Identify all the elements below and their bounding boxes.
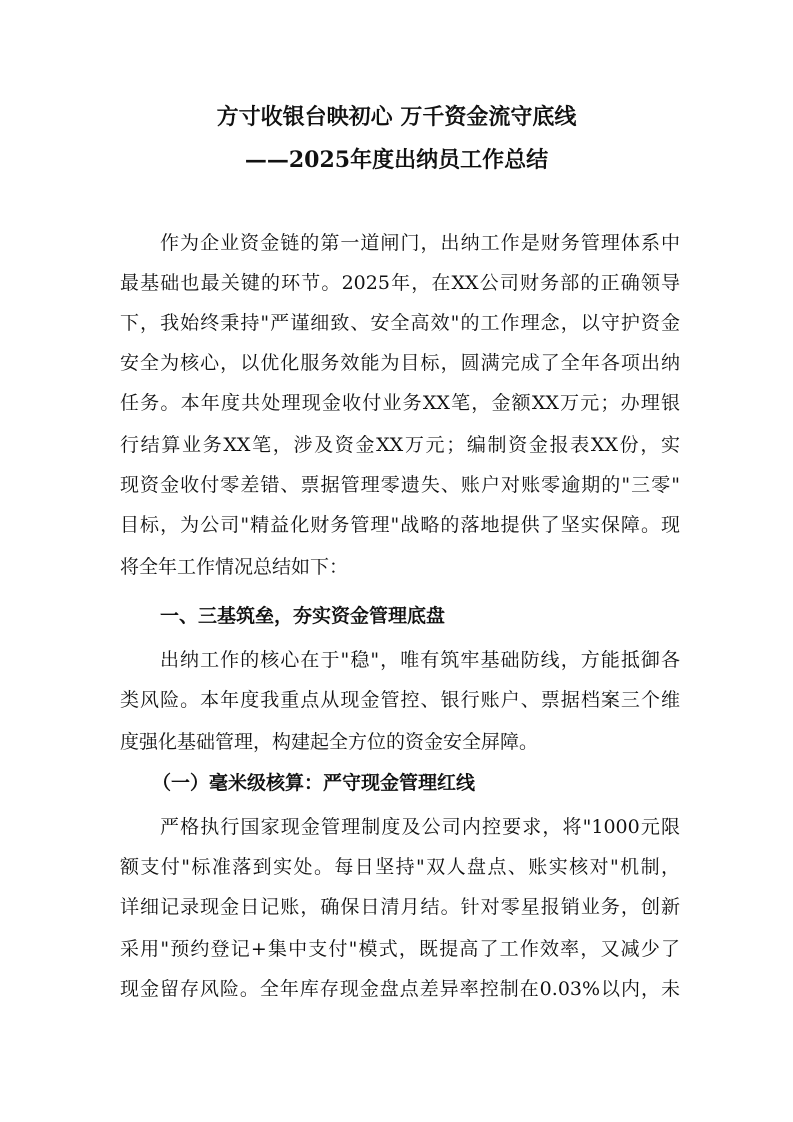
- subsection-line: 严格执行国家现金管理制度及公司内控要求，将"1000元限: [160, 816, 680, 838]
- document-title: 方寸收银台映初心 万千资金流守底线: [216, 104, 577, 130]
- intro-line: 任务。本年度共处理现金收付业务XX笔，金额XX万元；办理银: [120, 392, 680, 414]
- subsection-line: 额支付"标准落到实处。每日坚持"双人盘点、账实核对"机制，: [120, 856, 680, 878]
- subsection-line: 现金留存风险。全年库存现金盘点差异率控制在0.03%以内，未: [120, 978, 680, 1000]
- intro-line: 目标，为公司"精益化财务管理"战略的落地提供了坚实保障。现: [120, 514, 680, 536]
- intro-line: 作为企业资金链的第一道闸门，出纳工作是财务管理体系中: [160, 232, 680, 254]
- intro-line: 安全为核心，以优化服务效能为目标，圆满完成了全年各项出纳: [120, 352, 680, 374]
- subsection-heading: （一）毫米级核算：严守现金管理红线: [152, 772, 476, 794]
- intro-line: 最基础也最关键的环节。2025年，在XX公司财务部的正确领导: [120, 272, 680, 294]
- subsection-line: 详细记录现金日记账，确保日清月结。针对零星报销业务，创新: [120, 896, 680, 918]
- section-heading: 一、三基筑垒，夯实资金管理底盘: [160, 605, 446, 627]
- subsection-line: 采用"预约登记+集中支付"模式，既提高了工作效率，又减少了: [120, 938, 680, 960]
- section-line: 度强化基础管理，构建起全方位的资金安全屏障。: [120, 731, 539, 753]
- document-subtitle: ——2025年度出纳员工作总结: [244, 147, 549, 173]
- section-line: 出纳工作的核心在于"稳"，唯有筑牢基础防线，方能抵御各: [160, 649, 680, 671]
- intro-line: 将全年工作情况总结如下：: [120, 556, 349, 578]
- intro-line: 现资金收付零差错、票据管理零遗失、账户对账零逾期的"三零": [120, 474, 680, 496]
- section-line: 类风险。本年度我重点从现金管控、银行账户、票据档案三个维: [120, 689, 680, 711]
- intro-line: 行结算业务XX笔，涉及资金XX万元；编制资金报表XX份，实: [120, 434, 680, 456]
- intro-line: 下，我始终秉持"严谨细致、安全高效"的工作理念，以守护资金: [120, 312, 680, 334]
